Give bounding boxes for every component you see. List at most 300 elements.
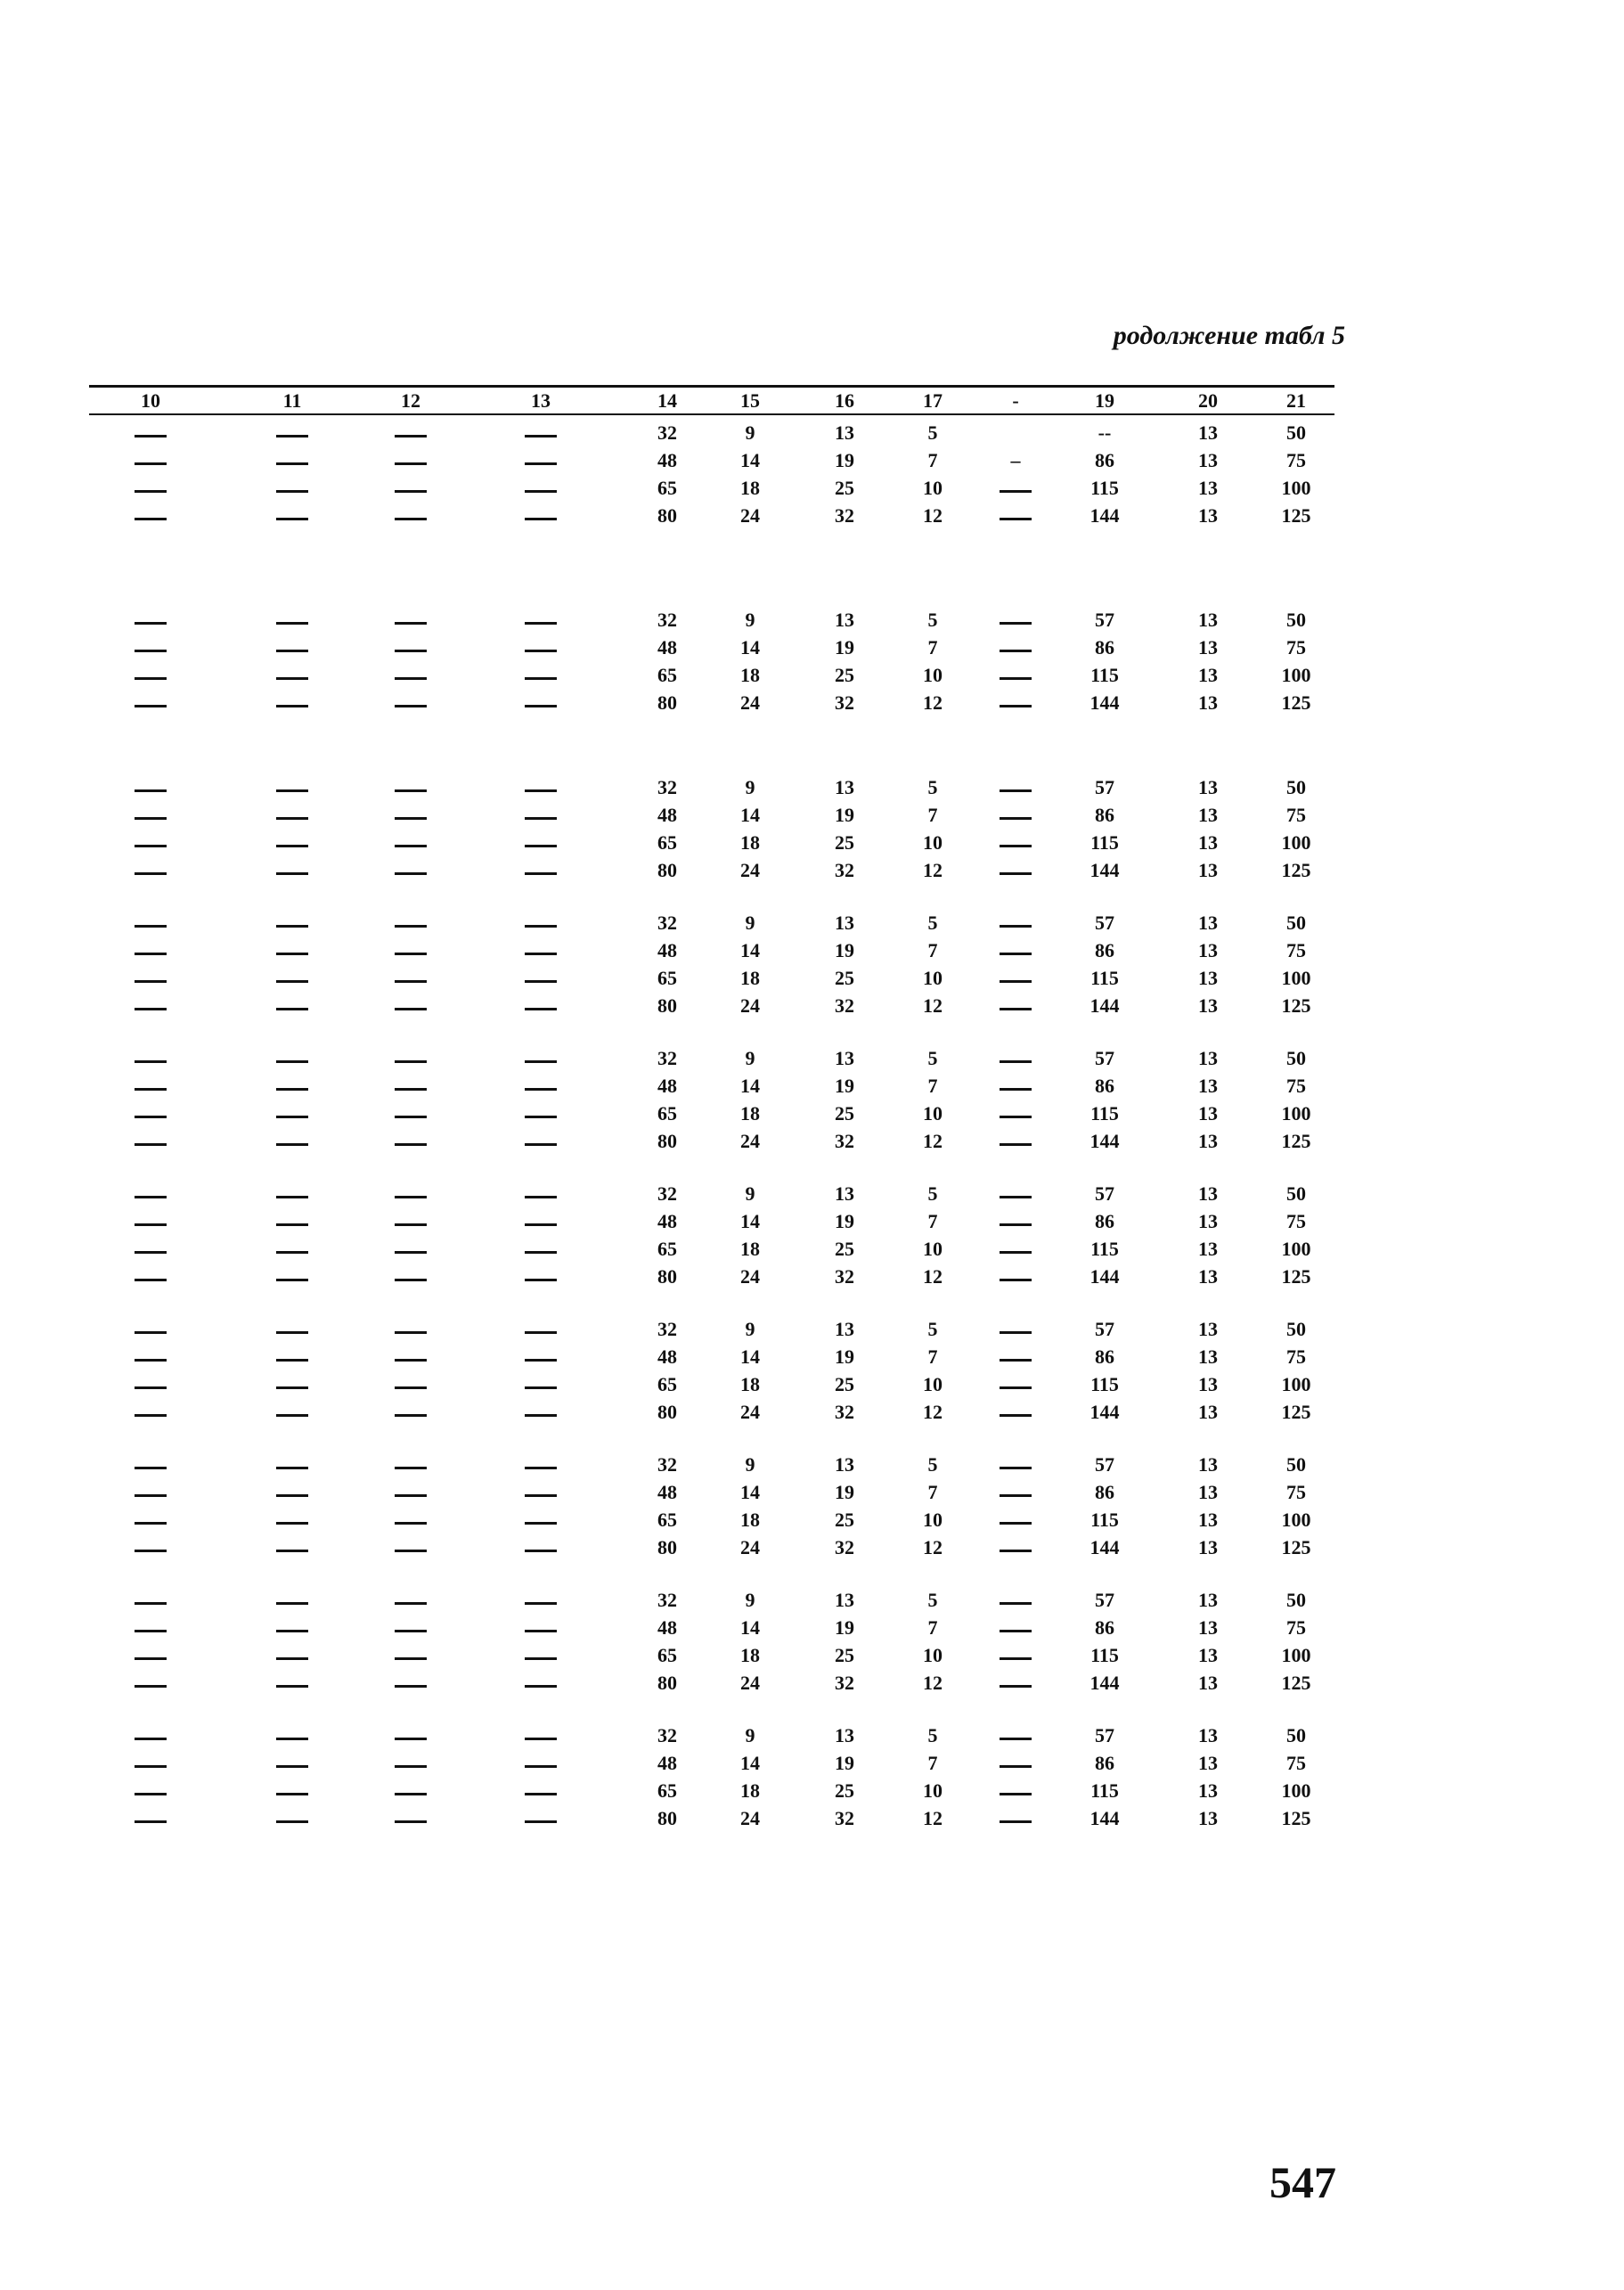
- table-block: [89, 1586, 1334, 1697]
- dash-cell: [395, 490, 427, 493]
- table-cell: 125: [1281, 1130, 1311, 1152]
- table-cell: 9: [745, 1182, 755, 1205]
- table-row: [89, 1451, 1334, 1478]
- table-block: [89, 1044, 1334, 1155]
- table-cell: 13: [1198, 1102, 1218, 1125]
- table-cell: 13: [835, 421, 854, 444]
- column-header: 15: [740, 389, 760, 412]
- table-row: [89, 1072, 1334, 1100]
- table-cell: 86: [1095, 804, 1114, 826]
- table-cell: 13: [835, 776, 854, 798]
- table-cell: 14: [740, 1752, 760, 1774]
- table-row: [89, 1315, 1334, 1343]
- dash-cell: [276, 845, 308, 847]
- table-row: [89, 964, 1334, 992]
- table-cell: 32: [657, 1724, 677, 1746]
- dash-cell: [525, 1359, 557, 1362]
- table-cell: 100: [1281, 1644, 1311, 1666]
- table-row: [89, 773, 1334, 801]
- table-cell: 50: [1286, 912, 1306, 934]
- dash-cell: [395, 1494, 427, 1497]
- table-cell: 86: [1095, 1345, 1114, 1368]
- dash-cell: [395, 1331, 427, 1334]
- dash-cell: [525, 789, 557, 792]
- dash-cell: [525, 650, 557, 652]
- table-top-rule: [89, 385, 1334, 388]
- table-cell: 32: [835, 691, 854, 714]
- dash-cell: [525, 925, 557, 928]
- table-cell: 13: [1198, 1509, 1218, 1531]
- dash-cell: [276, 622, 308, 625]
- table-cell: 115: [1090, 967, 1119, 989]
- dash-cell: [135, 518, 167, 520]
- table-row: [89, 502, 1334, 529]
- table-cell: 25: [835, 1644, 854, 1666]
- table-row: [89, 1722, 1334, 1749]
- dash-cell: [276, 1223, 308, 1226]
- dash-cell: [395, 1386, 427, 1389]
- dash-cell: [135, 435, 167, 438]
- table-cell: 86: [1095, 939, 1114, 961]
- table-cell: 100: [1281, 1509, 1311, 1531]
- column-header: 17: [923, 389, 943, 412]
- dash-cell: [395, 1467, 427, 1469]
- table-cell: 7: [927, 1210, 938, 1232]
- table-cell: 32: [835, 1672, 854, 1694]
- dash-cell: [525, 1251, 557, 1254]
- table-cell: 32: [657, 1318, 677, 1340]
- dash-cell: [395, 1414, 427, 1417]
- table-cell: 25: [835, 831, 854, 854]
- table-cell: 57: [1095, 912, 1114, 934]
- table-cell: 13: [1198, 1672, 1218, 1694]
- table-cell: 7: [927, 1075, 938, 1097]
- dash-cell: [525, 1331, 557, 1334]
- table-cell: 13: [1198, 1130, 1218, 1152]
- table-header: [89, 388, 1334, 413]
- table-cell: 50: [1286, 1318, 1306, 1340]
- table-cell: 115: [1090, 1509, 1119, 1531]
- dash-cell: [1000, 677, 1032, 680]
- table-cell: 24: [740, 691, 760, 714]
- table-cell: 65: [657, 664, 677, 686]
- dash-cell: [395, 1657, 427, 1660]
- table-row: [89, 1533, 1334, 1561]
- table-row: [89, 1641, 1334, 1669]
- dash-cell: [1000, 1550, 1032, 1552]
- dash-cell: [395, 1359, 427, 1362]
- dash-cell: [1000, 1116, 1032, 1118]
- table-cell: 13: [1198, 1182, 1218, 1205]
- table-cell: 32: [657, 912, 677, 934]
- dash-cell: [395, 1820, 427, 1823]
- table-cell: 48: [657, 1481, 677, 1503]
- table-cell: 5: [927, 1182, 938, 1205]
- dash-cell: [1000, 622, 1032, 625]
- table-cell: 65: [657, 1509, 677, 1531]
- dash-cell: [135, 980, 167, 983]
- dash-cell: [395, 1522, 427, 1525]
- dash-cell: [525, 980, 557, 983]
- table-cell: 57: [1095, 1589, 1114, 1611]
- dash-cell: [276, 980, 308, 983]
- table-cell: 5: [927, 1453, 938, 1476]
- table-cell: 24: [740, 1807, 760, 1829]
- dash-cell: [525, 462, 557, 465]
- table-cell: 14: [740, 636, 760, 658]
- dash-cell: [135, 1602, 167, 1605]
- table-row: [89, 606, 1334, 634]
- dash-cell: [135, 1522, 167, 1525]
- dash-cell: [525, 817, 557, 820]
- table-cell: 125: [1281, 691, 1311, 714]
- table-cell: 19: [835, 804, 854, 826]
- table-cell: 48: [657, 1345, 677, 1368]
- table-row: [89, 689, 1334, 716]
- table-cell: 25: [835, 664, 854, 686]
- dash-cell: [1000, 1494, 1032, 1497]
- table-cell: 12: [923, 1672, 943, 1694]
- table-cell: 144: [1089, 1807, 1120, 1829]
- table-cell: 13: [1198, 804, 1218, 826]
- table-cell: 24: [740, 994, 760, 1017]
- table-cell: 13: [1198, 1807, 1218, 1829]
- table-cell: 86: [1095, 1752, 1114, 1774]
- table-cell: 10: [923, 477, 943, 499]
- table-cell: 7: [927, 1616, 938, 1639]
- dash-cell: [276, 1196, 308, 1198]
- dash-cell: [525, 1657, 557, 1660]
- dash-cell: [135, 462, 167, 465]
- table-cell: 100: [1281, 1238, 1311, 1260]
- table-row: [89, 474, 1334, 502]
- table-cell: 65: [657, 831, 677, 854]
- dash-cell: [525, 435, 557, 438]
- dash-cell: [1000, 925, 1032, 928]
- table-cell: 13: [1198, 859, 1218, 881]
- table-cell: 115: [1090, 831, 1119, 854]
- table-cell: –: [1010, 449, 1021, 471]
- table-row: [89, 1506, 1334, 1533]
- table-cell: 80: [657, 1672, 677, 1694]
- table-cell: 144: [1089, 859, 1120, 881]
- table-cell: 80: [657, 691, 677, 714]
- table-cell: 24: [740, 1265, 760, 1288]
- dash-cell: [276, 1765, 308, 1768]
- table-block: [89, 1315, 1334, 1426]
- table-cell: 13: [835, 1724, 854, 1746]
- dash-cell: [395, 1116, 427, 1118]
- table-header-rule: [89, 413, 1334, 415]
- table-row: [89, 1777, 1334, 1804]
- dash-cell: [135, 1793, 167, 1795]
- dash-cell: [395, 1630, 427, 1632]
- table-cell: 13: [1198, 967, 1218, 989]
- table-row: [89, 1398, 1334, 1426]
- table-cell: 12: [923, 1265, 943, 1288]
- table-cell: 18: [740, 1373, 760, 1395]
- table-cell: 5: [927, 1724, 938, 1746]
- table-row: [89, 829, 1334, 856]
- dash-cell: [1000, 1196, 1032, 1198]
- dash-cell: [525, 1386, 557, 1389]
- dash-cell: [1000, 1223, 1032, 1226]
- table-cell: 115: [1090, 1779, 1119, 1802]
- dash-cell: [135, 1060, 167, 1063]
- table-cell: 32: [835, 1536, 854, 1558]
- table-cell: 13: [1198, 1047, 1218, 1069]
- dash-cell: [395, 462, 427, 465]
- dash-cell: [135, 1467, 167, 1469]
- table-cell: 13: [1198, 1453, 1218, 1476]
- table-cell: 9: [745, 1318, 755, 1340]
- table-cell: 25: [835, 1238, 854, 1260]
- table-cell: 57: [1095, 776, 1114, 798]
- dash-cell: [525, 1143, 557, 1146]
- table-cell: 50: [1286, 1724, 1306, 1746]
- table-cell: 57: [1095, 1182, 1114, 1205]
- table-row: [89, 1235, 1334, 1263]
- dash-cell: [525, 1820, 557, 1823]
- table-cell: 57: [1095, 1318, 1114, 1340]
- dash-cell: [276, 1738, 308, 1740]
- column-header: 20: [1198, 389, 1218, 412]
- table-cell: 7: [927, 1481, 938, 1503]
- table-cell: 48: [657, 449, 677, 471]
- table-cell: 14: [740, 1345, 760, 1368]
- table-cell: 19: [835, 1210, 854, 1232]
- table-cell: 19: [835, 1752, 854, 1774]
- dash-cell: [276, 1060, 308, 1063]
- table-cell: 13: [1198, 994, 1218, 1017]
- dash-cell: [525, 705, 557, 707]
- table-cell: 100: [1281, 1779, 1311, 1802]
- dash-cell: [276, 518, 308, 520]
- dash-cell: [525, 1738, 557, 1740]
- table-cell: 13: [1198, 1373, 1218, 1395]
- table-cell: 13: [1198, 664, 1218, 686]
- dash-cell: [1000, 980, 1032, 983]
- table-cell: 32: [835, 859, 854, 881]
- table-cell: 13: [1198, 1210, 1218, 1232]
- dash-cell: [1000, 1359, 1032, 1362]
- dash-cell: [395, 1143, 427, 1146]
- dash-cell: [1000, 1765, 1032, 1768]
- dash-cell: [395, 925, 427, 928]
- dash-cell: [276, 1602, 308, 1605]
- table-cell: 13: [835, 1182, 854, 1205]
- dash-cell: [276, 1467, 308, 1469]
- table-row: [89, 1586, 1334, 1614]
- column-header: -: [1012, 389, 1019, 412]
- dash-cell: [276, 1522, 308, 1525]
- table-cell: 57: [1095, 1724, 1114, 1746]
- dash-cell: [135, 1414, 167, 1417]
- column-header: 10: [141, 389, 160, 412]
- table-cell: 25: [835, 1509, 854, 1531]
- table-row: [89, 1180, 1334, 1207]
- table-cell: 13: [1198, 1724, 1218, 1746]
- dash-cell: [1000, 1060, 1032, 1063]
- table-cell: 5: [927, 776, 938, 798]
- dash-cell: [276, 435, 308, 438]
- table-cell: 144: [1089, 1130, 1120, 1152]
- dash-cell: [276, 789, 308, 792]
- dash-cell: [395, 1251, 427, 1254]
- table-cell: 144: [1089, 1672, 1120, 1694]
- dash-cell: [135, 1223, 167, 1226]
- dash-cell: [395, 1196, 427, 1198]
- table-cell: 32: [835, 1807, 854, 1829]
- table-row: [89, 936, 1334, 964]
- table-row: [89, 909, 1334, 936]
- dash-cell: [276, 953, 308, 955]
- dash-cell: [135, 1550, 167, 1552]
- table-cell: 32: [835, 504, 854, 527]
- table-row: [89, 661, 1334, 689]
- table-cell: 13: [1198, 449, 1218, 471]
- table-cell: 32: [835, 994, 854, 1017]
- table-row: [89, 419, 1334, 446]
- table-cell: 13: [1198, 1238, 1218, 1260]
- dash-cell: [525, 1550, 557, 1552]
- table-cell: 24: [740, 859, 760, 881]
- table-cell: 24: [740, 504, 760, 527]
- dash-cell: [135, 650, 167, 652]
- dash-cell: [525, 622, 557, 625]
- dash-cell: [276, 1251, 308, 1254]
- table-cell: 13: [1198, 609, 1218, 631]
- table-row: [89, 1478, 1334, 1506]
- table-cell: 125: [1281, 1672, 1311, 1694]
- table-cell: 25: [835, 1102, 854, 1125]
- table-cell: 7: [927, 449, 938, 471]
- dash-cell: [525, 1279, 557, 1281]
- dash-cell: [276, 1331, 308, 1334]
- dash-cell: [395, 980, 427, 983]
- dash-cell: [135, 1820, 167, 1823]
- dash-cell: [395, 1060, 427, 1063]
- table-block: [89, 1722, 1334, 1832]
- table-cell: 10: [923, 1644, 943, 1666]
- table-cell: 5: [927, 609, 938, 631]
- dash-cell: [1000, 1793, 1032, 1795]
- dash-cell: [276, 872, 308, 875]
- table-cell: 144: [1089, 1536, 1120, 1558]
- table-cell: 9: [745, 421, 755, 444]
- table-cell: 100: [1281, 831, 1311, 854]
- table-cell: 9: [745, 1589, 755, 1611]
- table-cell: 115: [1090, 1102, 1119, 1125]
- table-cell: 75: [1286, 1345, 1306, 1368]
- table-cell: 57: [1095, 1453, 1114, 1476]
- table-cell: 125: [1281, 1536, 1311, 1558]
- table-cell: 12: [923, 1401, 943, 1423]
- table-cell: 10: [923, 967, 943, 989]
- table-cell: 13: [1198, 691, 1218, 714]
- dash-cell: [276, 1279, 308, 1281]
- dash-cell: [276, 462, 308, 465]
- table-cell: 115: [1090, 664, 1119, 686]
- table-cell: 13: [1198, 776, 1218, 798]
- dash-cell: [525, 1088, 557, 1091]
- table-cell: 13: [1198, 1779, 1218, 1802]
- dash-cell: [1000, 1088, 1032, 1091]
- table-cell: 75: [1286, 804, 1306, 826]
- table-cell: 13: [1198, 831, 1218, 854]
- table-cell: 125: [1281, 504, 1311, 527]
- dash-cell: [276, 1116, 308, 1118]
- table-cell: 13: [1198, 1589, 1218, 1611]
- table-cell: 13: [835, 609, 854, 631]
- dash-cell: [135, 677, 167, 680]
- dash-cell: [525, 1793, 557, 1795]
- table-cell: 12: [923, 994, 943, 1017]
- table-cell: 144: [1089, 1265, 1120, 1288]
- dash-cell: [525, 1196, 557, 1198]
- table-row: [89, 1370, 1334, 1398]
- table-cell: 100: [1281, 477, 1311, 499]
- table-cell: 5: [927, 421, 938, 444]
- dash-cell: [1000, 1602, 1032, 1605]
- table-cell: 18: [740, 967, 760, 989]
- table-cell: 86: [1095, 636, 1114, 658]
- table-cell: 115: [1090, 1373, 1119, 1395]
- table-cell: 65: [657, 477, 677, 499]
- dash-cell: [1000, 1685, 1032, 1688]
- table-cell: 9: [745, 1453, 755, 1476]
- dash-cell: [135, 1008, 167, 1010]
- table-cell: 13: [1198, 1075, 1218, 1097]
- dash-cell: [276, 1630, 308, 1632]
- dash-cell: [395, 1088, 427, 1091]
- table-cell: 115: [1090, 477, 1119, 499]
- table-cell: 48: [657, 1752, 677, 1774]
- table-block: [89, 606, 1334, 716]
- dash-cell: [135, 1494, 167, 1497]
- dash-cell: [1000, 1820, 1032, 1823]
- dash-cell: [395, 435, 427, 438]
- dash-cell: [135, 789, 167, 792]
- dash-cell: [276, 1359, 308, 1362]
- dash-cell: [276, 1008, 308, 1010]
- table-cell: 48: [657, 636, 677, 658]
- table-cell: 19: [835, 1616, 854, 1639]
- table-cell: 12: [923, 1536, 943, 1558]
- table-cell: 19: [835, 449, 854, 471]
- table-row: [89, 1614, 1334, 1641]
- dash-cell: [395, 872, 427, 875]
- table-cell: 32: [835, 1130, 854, 1152]
- table-cell: 50: [1286, 1182, 1306, 1205]
- column-header: 14: [657, 389, 677, 412]
- table-cell: 115: [1090, 1644, 1119, 1666]
- dash-cell: [395, 1279, 427, 1281]
- table-cell: 65: [657, 1373, 677, 1395]
- table-block: [89, 419, 1334, 529]
- table-cell: 9: [745, 1724, 755, 1746]
- table-cell: 25: [835, 1779, 854, 1802]
- table-block: [89, 1451, 1334, 1561]
- table-caption: родолжение табл 5: [1113, 321, 1345, 350]
- table-cell: 32: [657, 1047, 677, 1069]
- dash-cell: [525, 953, 557, 955]
- table-cell: 75: [1286, 1075, 1306, 1097]
- table-cell: 13: [1198, 1536, 1218, 1558]
- dash-cell: [135, 1279, 167, 1281]
- table-cell: 12: [923, 691, 943, 714]
- table-row: [89, 1207, 1334, 1235]
